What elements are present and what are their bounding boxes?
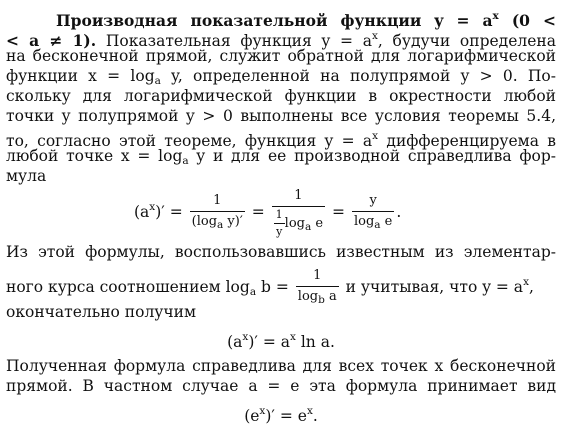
paragraph1-line8: [6, 146, 556, 166]
log-change-base-fraction: [296, 268, 339, 308]
text-span: дифференцируема в: [378, 132, 556, 150]
paragraph1-line2: [6, 26, 556, 50]
text-span: и учитывая, что y = a: [340, 278, 524, 296]
text-span: ного курса соотношением log: [6, 278, 250, 296]
fraction-numerator: 1: [272, 188, 325, 207]
text-span: b =: [256, 278, 289, 296]
fraction-numerator: 1: [296, 268, 339, 287]
fraction-denominator: ($\log_a$ y)′: [191, 214, 243, 231]
nested-fraction: [274, 209, 285, 238]
text-span: , будучи определена: [377, 32, 556, 50]
text-span: y, определенной на полупрямой y > 0. По-: [160, 67, 556, 85]
fraction-denominator: $\log_a e$: [353, 214, 393, 231]
paragraph1-line3: на бесконечной прямой, служит обратной для логарифмической: [6, 47, 556, 65]
period: .: [396, 203, 402, 221]
text-span: то, согласно этой теореме, функция y = a: [6, 132, 373, 150]
text-span: ,: [528, 278, 534, 296]
subscript: a: [154, 75, 161, 87]
subscript: a: [249, 286, 257, 298]
formula-derivative-exp-e: $(e^x)' = e^x$.: [244, 405, 318, 425]
section-heading: Производная показательной функции $y = a^x$ (0 <: [56, 10, 556, 30]
fraction-numerator: 1: [190, 193, 245, 212]
superscript: x: [372, 130, 379, 142]
paragraph1-line5: скольку для логарифмической функции в окрестности любой: [6, 87, 556, 105]
fraction-denominator: y: [276, 225, 283, 238]
paragraph1-line9: мула: [6, 167, 47, 185]
formula-derivative-quotient: [6, 188, 556, 238]
text-span: Показательная функция y = a: [96, 32, 372, 50]
formula1-lhs: $(a^x)'$ =: [134, 201, 183, 221]
section-heading-tail: < a ≠ 1).: [6, 31, 97, 50]
text-span: y и для ее производной справедлива фор-: [188, 147, 556, 165]
fraction-denominator: $\log_b a$: [297, 289, 337, 306]
formula1-fraction-2: [272, 188, 325, 238]
formula1-fraction-1: [190, 193, 245, 233]
fraction-numerator: 1: [274, 209, 285, 224]
formula1-fraction-3: [352, 193, 394, 233]
paragraph1-line1: [6, 6, 556, 30]
text-span: Из этой формулы, воспользовавшись известным из элементар-: [6, 243, 556, 261]
paragraph2-line2: [6, 262, 556, 306]
equals-sign: =: [332, 203, 346, 221]
fraction-numerator: y: [352, 193, 394, 212]
subscript: a: [182, 155, 189, 167]
paragraph1-line4: [6, 66, 556, 86]
text-span: функции x = log: [6, 67, 155, 85]
formula-derivative-exponential: $(a^x)' = a^x$ ln a.: [227, 331, 335, 351]
paragraph1-line6: точки y полупрямой y > 0 выполнены все условия теоремы 5.4,: [6, 107, 556, 125]
paragraph3-line2: прямой. В частном случае a = e эта формула принимает вид: [6, 377, 556, 395]
paragraph2-line3: окончательно получим: [6, 303, 197, 321]
paragraph2-line1: [6, 242, 556, 262]
equals-sign: =: [251, 203, 265, 221]
superscript: x: [371, 30, 378, 42]
fraction-denominator: $\frac{1}{y}$ $\log_a e$: [275, 208, 324, 238]
superscript: x: [523, 276, 529, 288]
paragraph1-line7: [6, 126, 556, 150]
paragraph3-line1: Полученная формула справедлива для всех точек x бесконечной: [6, 357, 556, 375]
text-span: любой точке x = log: [6, 147, 183, 165]
